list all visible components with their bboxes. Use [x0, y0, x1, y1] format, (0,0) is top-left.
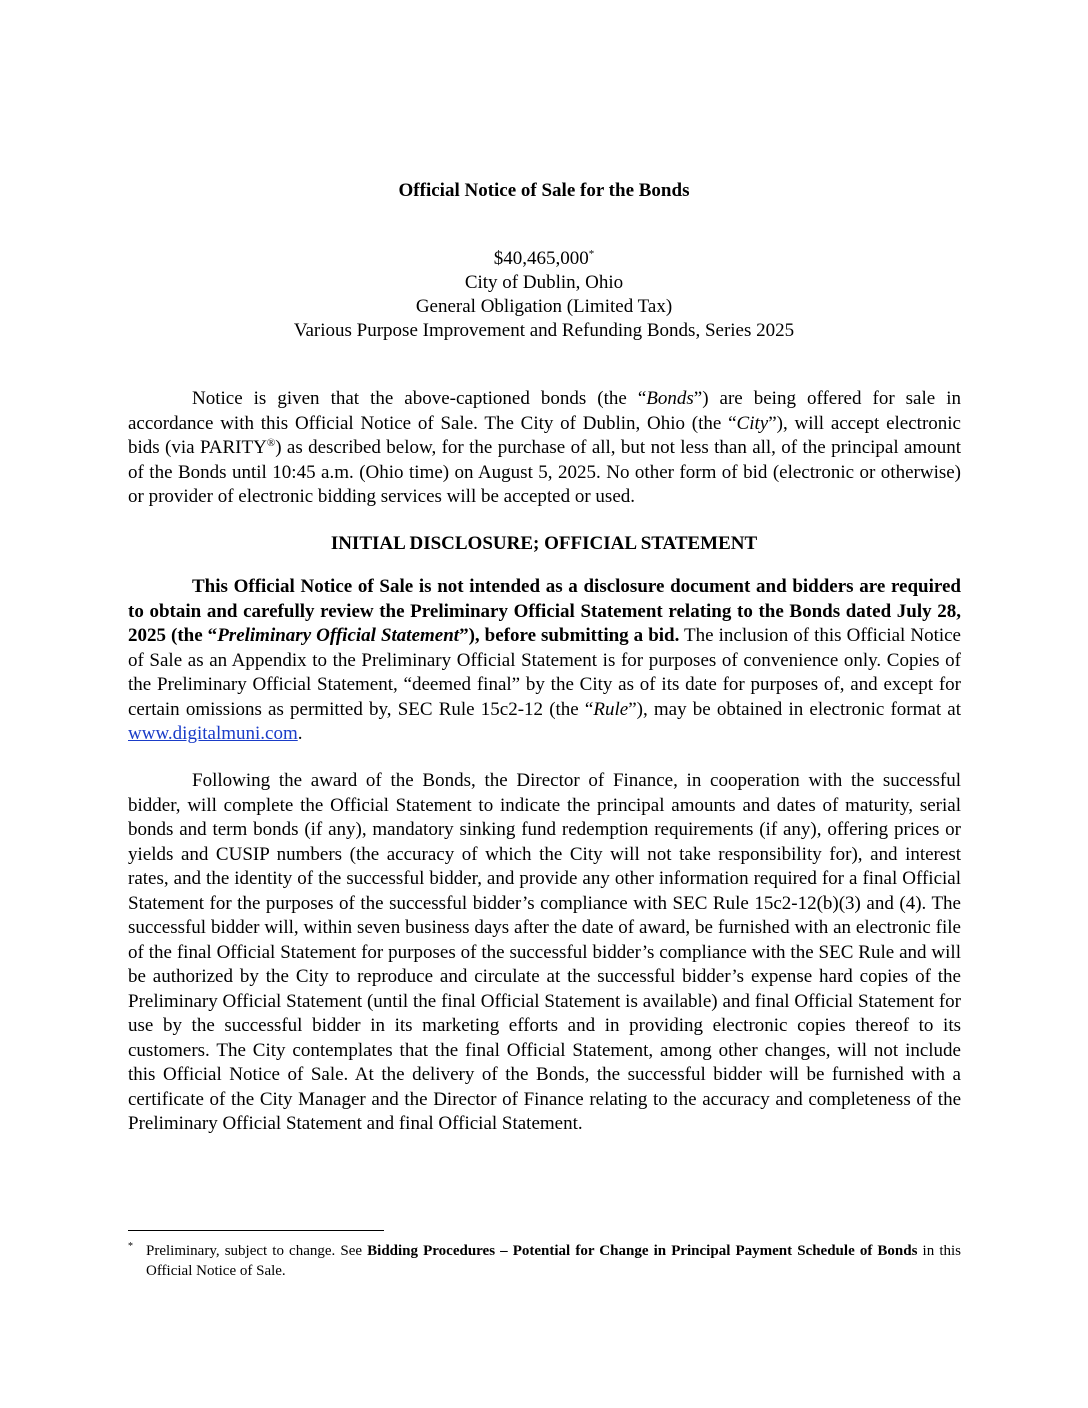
defined-term-preliminary-official-statement: Preliminary Official Statement: [217, 625, 460, 646]
footnote-divider: [128, 1230, 384, 1231]
defined-term-bonds: Bonds: [646, 388, 694, 409]
text-run: ) as described below, for the purchase of all, but not less than all, of the principal amount of the Bonds until 10:45 a.m. (Ohio time) on August 5, 2025. No other form of bid (electronic or otherwise) or provider of electronic bidding services will be accepted or used.: [128, 437, 961, 507]
text-run: Notice is given that the above-captioned bonds (the “: [192, 388, 647, 409]
bond-caption: [0, 247, 1088, 343]
registered-mark: ®: [266, 437, 276, 449]
text-run: ”) are being offered for sale in accordance with this Official Notice of Sale. The City of Dublin, Ohio (the “: [128, 388, 961, 434]
footnote-mark: *: [128, 1241, 133, 1252]
notice-paragraph: [128, 387, 961, 510]
text-run: The inclusion of this Official Notice of Sale as an Appendix to the Preliminary Official Statement is for purposes of convenience only. Copies of the Preliminary Official Statement, “deemed final” by the City as of its date for purposes of, and except for certain omissions as permitted by, SEC Rule 15c2-12 (the “: [128, 625, 961, 720]
bond-type: General Obligation (Limited Tax): [415, 296, 673, 317]
footnote: [128, 1241, 961, 1281]
footnote-text: [146, 1241, 961, 1281]
digitalmuni-link[interactable]: www.digitalmuni.com: [128, 723, 298, 744]
text-run: Preliminary, subject to change. See: [146, 1243, 368, 1259]
defined-term-city: City: [736, 412, 769, 434]
bold-notice: This Official Notice of Sale is not intended as a disclosure document and bidders are required to obtain and carefully review the Preliminary Official Statement relating to the Bonds dated July 28, 2025 (the “: [128, 576, 961, 646]
issuer-name: City of Dublin, Ohio: [464, 272, 624, 293]
text-run: in this Official Notice of Sale.: [146, 1243, 961, 1279]
bold-notice-end: ”), before submitting a bid.: [459, 625, 680, 646]
text-run: ”), will accept electronic bids (via PARITY: [128, 412, 961, 458]
bond-series: Various Purpose Improvement and Refunding Bonds, Series 2025: [293, 320, 795, 341]
defined-term-rule: Rule: [593, 698, 629, 720]
disclosure-paragraph: [128, 575, 961, 747]
bond-amount-line: [0, 247, 1088, 271]
award-paragraph: Following the award of the Bonds, the Director of Finance, in cooperation with the successful bidder, will complete the Official Statement to indicate the principal amounts and dates of maturity, serial bonds and term bonds (if any), mandatory sinking fund redemption requirements (if any), offering prices or yields and CUSIP numbers (the accuracy of which the City will not take responsibility for), and interest rates, and the identity of the successful bidder, and provide any other information required for a final Official Statement for the purposes of the successful bidder’s compliance with SEC Rule 15c2-12(b)(3) and (4). The successful bidder will, within seven business days after the date of award, be furnished with an electronic file of the final Official Statement for purposes of the successful bidder’s compliance with the SEC Rule and will be authorized by the City to reproduce and circulate at the successful bidder’s expense hard copies of the Preliminary Official Statement (until the final Official Statement is available) and final Official Statement for use by the successful bidder in its marketing efforts and in providing electronic copies thereof to its customers. The City contemplates that the final Official Statement, among other changes, will not include this Official Notice of Sale. At the delivery of the Bonds, the successful bidder will be furnished with a certificate of the City Manager and the Director of Finance relating to the accuracy and completeness of the Preliminary Official Statement and final Official Statement.: [128, 770, 961, 1134]
document-title: Official Notice of Sale for the Bonds: [398, 180, 690, 201]
section-heading: INITIAL DISCLOSURE; OFFICIAL STATEMENT: [330, 533, 758, 554]
text-run: .: [297, 723, 303, 744]
text-run: ”), may be obtained in electronic format at: [628, 698, 961, 720]
bond-amount: $40,465,000: [493, 248, 589, 269]
footnote-bold-reference: Bidding Procedures – Potential for Change in Principal Payment Schedule of Bonds: [367, 1243, 918, 1259]
preliminary-footnote-mark: *: [588, 248, 595, 260]
